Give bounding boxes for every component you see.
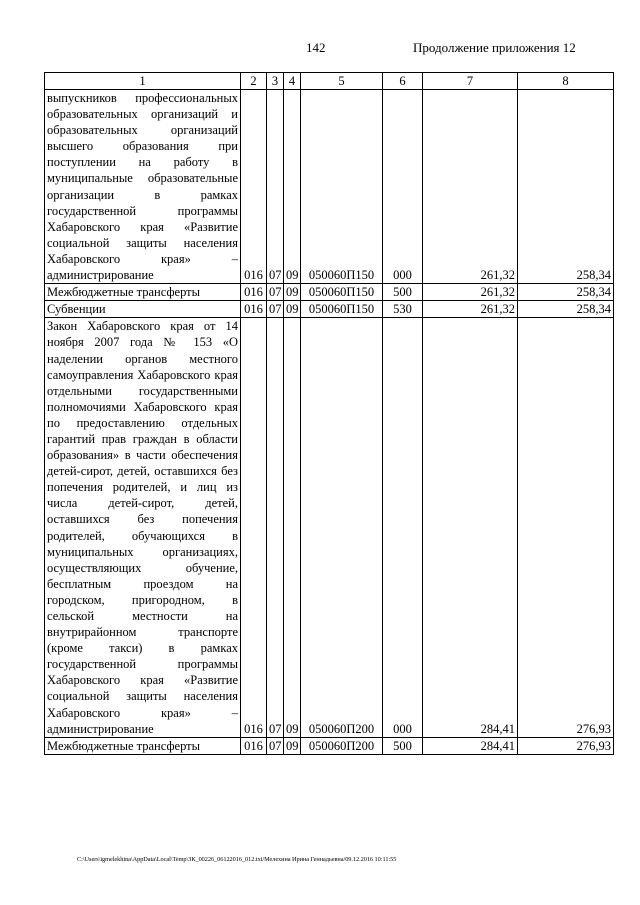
page-number: 142 — [306, 40, 326, 55]
cell-subsection: 09 — [284, 90, 301, 284]
cell-ministry-code: 016 — [241, 90, 267, 284]
column-header: 5 — [301, 73, 383, 90]
continuation-label: Продолжение приложения 12 — [413, 40, 576, 55]
table-row — [45, 301, 614, 318]
cell-section: 07 — [267, 284, 284, 301]
cell-amount-2: 258,34 — [518, 284, 614, 301]
cell-section: 07 — [267, 737, 284, 754]
cell-amount-2: 258,34 — [518, 301, 614, 318]
cell-section: 07 — [267, 90, 284, 284]
cell-target-article: 050060П200 — [301, 737, 383, 754]
cell-subsection: 09 — [284, 318, 301, 737]
column-header: 7 — [423, 73, 518, 90]
table-row — [45, 737, 614, 754]
column-header: 3 — [267, 73, 284, 90]
cell-amount-1: 284,41 — [423, 737, 518, 754]
column-header: 4 — [284, 73, 301, 90]
table-row — [45, 284, 614, 301]
table-row — [45, 318, 614, 737]
table-row — [45, 90, 614, 284]
cell-expense-type: 530 — [383, 301, 423, 318]
cell-target-article: 050060П150 — [301, 90, 383, 284]
cell-ministry-code: 016 — [241, 318, 267, 737]
cell-ministry-code: 016 — [241, 284, 267, 301]
cell-target-article: 050060П150 — [301, 301, 383, 318]
cell-section: 07 — [267, 318, 284, 737]
cell-expense-type: 500 — [383, 284, 423, 301]
row-name: Закон Хабаровского края от 14 ноября 2007 года № 153 «О наделении органов местного самоуправления Хабаровского края отдельными государственными полномочиями Хабаровского края по предоставлению отдельных гарантий прав граждан в области образования» в части обеспечения детей-сирот, детей, оставшихся без попечения родителей, и лиц из числа детей-сирот, детей, оставшихся без попечения родителей, обучающихся в муниципальных организациях, осуществляющих обучение, бесплатным проездом на городском, пригородном, в сельской местности на внутрирайонном транспорте (кроме такси) в рамках государственной программы Хабаровского края «Развитие социальной защиты населения Хабаровского края» – администрирование — [45, 318, 241, 737]
budget-table — [44, 72, 614, 755]
cell-target-article: 050060П200 — [301, 318, 383, 737]
row-name: Субвенции — [45, 301, 241, 318]
cell-amount-1: 261,32 — [423, 90, 518, 284]
cell-section: 07 — [267, 301, 284, 318]
cell-amount-2: 276,93 — [518, 737, 614, 754]
cell-subsection: 09 — [284, 301, 301, 318]
row-name: Межбюджетные трансферты — [45, 737, 241, 754]
cell-amount-1: 261,32 — [423, 301, 518, 318]
cell-subsection: 09 — [284, 737, 301, 754]
cell-amount-1: 261,32 — [423, 284, 518, 301]
cell-expense-type: 000 — [383, 90, 423, 284]
table-header-row — [45, 73, 614, 90]
cell-target-article: 050060П150 — [301, 284, 383, 301]
cell-amount-2: 276,93 — [518, 318, 614, 737]
cell-amount-1: 284,41 — [423, 318, 518, 737]
row-name: выпускников профессиональных образовательных организаций и образовательных организаций высшего образования при поступлении на работу в муниципальные образовательные организации в рамках государственной программы Хабаровского края «Развитие социальной защиты населения Хабаровского края» – администрирование — [45, 90, 241, 284]
column-header: 8 — [518, 73, 614, 90]
column-header: 1 — [45, 73, 241, 90]
column-header: 6 — [383, 73, 423, 90]
row-name: Межбюджетные трансферты — [45, 284, 241, 301]
footer-file-path: C:\Users\igmelekhina\AppData\Local\Temp\ЗК_00226_06122016_012.txt/Мелехина Ирина Геннадьевна/09.12.2016 10:11:55 — [77, 856, 397, 863]
cell-subsection: 09 — [284, 284, 301, 301]
cell-ministry-code: 016 — [241, 737, 267, 754]
cell-expense-type: 500 — [383, 737, 423, 754]
cell-expense-type: 000 — [383, 318, 423, 737]
column-header: 2 — [241, 73, 267, 90]
cell-ministry-code: 016 — [241, 301, 267, 318]
cell-amount-2: 258,34 — [518, 90, 614, 284]
